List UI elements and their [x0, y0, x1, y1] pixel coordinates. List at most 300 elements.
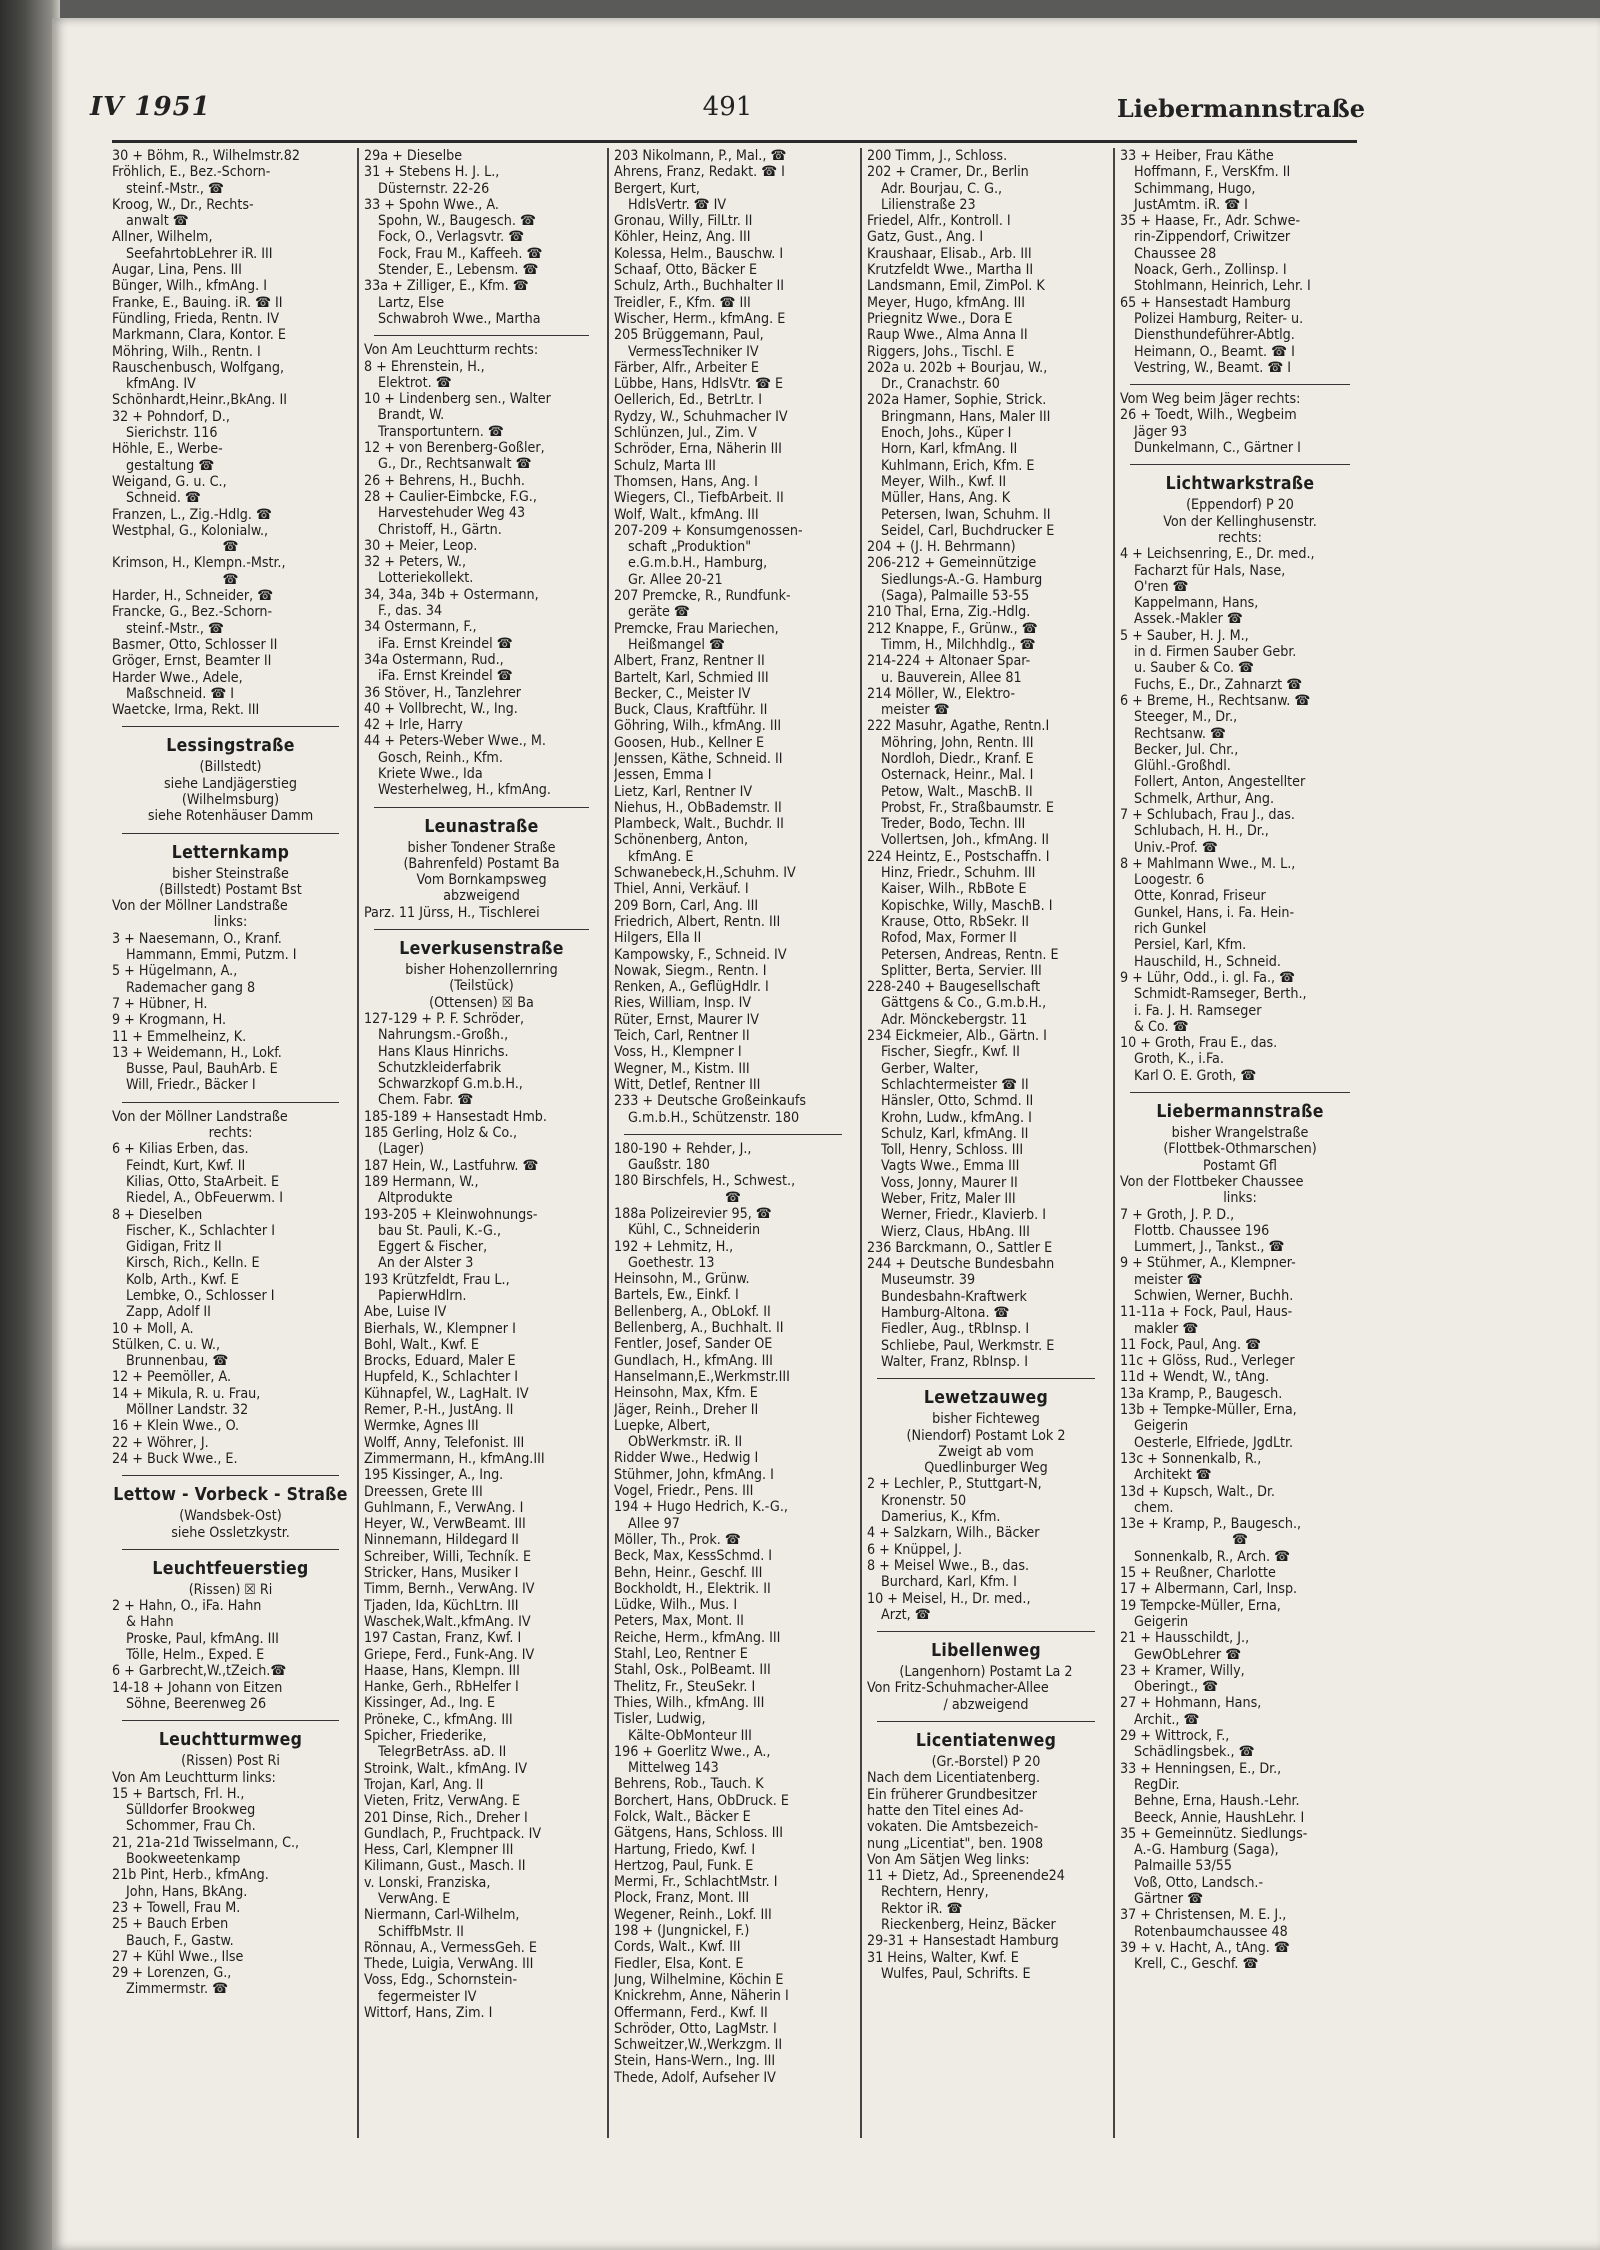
- directory-entry-line: Arzt, ☎: [881, 1606, 931, 1623]
- directory-entry-line: 8 + Meisel Wwe., B., das.: [867, 1557, 1030, 1574]
- directory-entry-line: VermessTechniker IV: [628, 343, 759, 360]
- directory-entry-line: Bringmann, Hans, Maler III: [881, 408, 1051, 425]
- directory-entry-line: Wiegers, Cl., TiefbArbeit. II: [614, 490, 784, 507]
- directory-entry-line: Cords, Walt., Kwf. III: [614, 1939, 741, 1956]
- directory-entry-line: Gröger, Ernst, Beamter II: [112, 653, 272, 670]
- directory-entry-line: Kopischke, Willy, MaschB. I: [881, 897, 1053, 914]
- directory-entry-line: Pröneke, C., kfmAng. III: [364, 1711, 513, 1728]
- directory-entry-line: 40 + Vollbrecht, W., Ing.: [364, 700, 518, 717]
- directory-entry-line: 13e + Kramp, P., Baugesch.,: [1120, 1516, 1302, 1533]
- directory-entry-line: Lilienstraße 23: [881, 196, 976, 213]
- directory-entry-line: links:: [213, 914, 248, 931]
- directory-entry-line: 34, 34a, 34b + Ostermann,: [364, 586, 539, 603]
- directory-entry-line: RegDir.: [1134, 1776, 1180, 1793]
- directory-entry-line: Harvestehuder Weg 43: [378, 505, 526, 522]
- directory-entry-line: Stülken, C. u. W.,: [112, 1336, 220, 1353]
- directory-entry-line: 14-18 + Johann von Eitzen: [112, 1679, 283, 1696]
- directory-entry-line: 228-240 + Baugesellschaft: [867, 979, 1041, 996]
- directory-entry-line: Feindt, Kurt, Kwf. II: [126, 1157, 246, 1174]
- volume-year: IV 1951: [90, 92, 211, 122]
- directory-entry-line: Niermann, Carl-Wilhelm,: [364, 1907, 520, 1924]
- directory-entry-line: Schmelk, Arthur, Ang.: [1134, 790, 1275, 807]
- directory-entry-line: Kolessa, Helm., Bauschw. I: [614, 245, 784, 262]
- directory-entry-line: 193 Krützfeldt, Frau L.,: [364, 1271, 510, 1288]
- directory-entry-line: Zweigt ab vom: [938, 1443, 1034, 1460]
- directory-entry-line: TelegrBetrAss. aD. II: [378, 1744, 507, 1761]
- directory-entry-line: Gr. Allee 20-21: [628, 571, 723, 588]
- directory-entry-line: (Teilstück): [449, 978, 514, 995]
- directory-entry-line: Rechtern, Henry,: [881, 1884, 989, 1901]
- directory-entry-line: 236 Barckmann, O., Sattler E: [867, 1239, 1053, 1256]
- column-1: [112, 148, 349, 2138]
- section-separator: [877, 1370, 1095, 1379]
- directory-entry-line: 13 + Weidemann, H., Lokf.: [112, 1044, 282, 1061]
- directory-entry-line: 6 + Kilias Erben, das.: [112, 1141, 249, 1158]
- directory-entry-line: 65 + Hansestadt Hamburg: [1120, 294, 1291, 311]
- directory-entry-line: Toll, Henry, Schloss. III: [881, 1142, 1024, 1159]
- directory-entry-line: Geigerin: [1134, 1613, 1189, 1630]
- directory-entry-line: Rydzy, W., Schuhmacher IV: [614, 408, 788, 425]
- directory-entry-line: Bohl, Walt., Kwf. E: [364, 1336, 479, 1353]
- directory-entry-line: ☎: [222, 571, 239, 588]
- directory-entry-line: Thies, Wilh., kfmAng. III: [614, 1694, 765, 1711]
- directory-entry-line: Hartung, Friedo, Kwf. I: [614, 1841, 756, 1858]
- directory-entry-line: Sülldorfer Brookweg: [126, 1802, 256, 1819]
- directory-entry-line: Kirsch, Rich., Kelln. E: [126, 1255, 260, 1272]
- directory-entry-line: 234 Eickmeier, Alb., Gärtn. I: [867, 1028, 1047, 1045]
- directory-entry-line: Wierz, Claus, HbAng. III: [881, 1223, 1030, 1240]
- directory-entry-line: Basmer, Otto, Schlosser II: [112, 636, 278, 653]
- directory-entry-line: iFa. Ernst Kreindel ☎: [378, 635, 513, 652]
- directory-entry-line: 185 Gerling, Holz & Co.,: [364, 1125, 518, 1142]
- directory-entry-line: ☎: [222, 539, 239, 556]
- directory-entry-line: Mermi, Fr., SchlachtMstr. I: [614, 1874, 778, 1891]
- street-heading: Lichtwarkstraße: [1165, 474, 1315, 495]
- directory-entry-line: Schneid. ☎: [126, 490, 201, 507]
- directory-entry-line: Rademacher gang 8: [126, 979, 256, 996]
- directory-entry-line: (Niendorf) Postamt Lok 2: [906, 1427, 1066, 1444]
- directory-entry-line: bisher Fichteweg: [932, 1411, 1040, 1428]
- directory-entry-line: Schwarzkopf G.m.b.H.,: [378, 1076, 523, 1093]
- directory-entry-line: 36 Stöver, H., Tanzlehrer: [364, 684, 522, 701]
- directory-entry-line: Fiedler, Aug., tRbInsp. I: [881, 1321, 1030, 1338]
- directory-entry-line: Geigerin: [1134, 1418, 1189, 1435]
- directory-entry-line: Wegner, M., Kistm. III: [614, 1060, 750, 1077]
- directory-entry-line: Bockholdt, H., Elektrik. II: [614, 1580, 771, 1597]
- directory-entry-line: Nordloh, Diedr., Kranf. E: [881, 750, 1034, 767]
- directory-entry-line: Burchard, Karl, Kfm. I: [881, 1574, 1017, 1591]
- directory-entry-line: 35 + Haase, Fr., Adr. Schwe-: [1120, 213, 1301, 230]
- directory-entry-line: Schröder, Otto, LagMstr. I: [614, 2020, 777, 2037]
- directory-entry-line: 198 + (Jungnickel, F.): [614, 1923, 750, 1940]
- directory-entry-line: Jessen, Emma I: [614, 767, 712, 784]
- directory-entry-line: Becker, C., Meister IV: [614, 685, 751, 702]
- directory-entry-line: Wischer, Herm., kfmAng. E: [614, 310, 786, 327]
- directory-entry-line: 42 + Irle, Harry: [364, 717, 463, 734]
- section-separator: [1130, 376, 1350, 385]
- directory-entry-line: Spicher, Friederike,: [364, 1728, 487, 1745]
- directory-entry-line: Siedlungs-A.-G. Hamburg: [881, 571, 1043, 588]
- directory-entry-line: Behrens, Rob., Tauch. K: [614, 1776, 764, 1793]
- directory-entry-line: Ninnemann, Hildegard II: [364, 1532, 519, 1549]
- directory-entry-line: Thiel, Anni, Verkäuf. I: [614, 881, 749, 898]
- directory-entry-line: Otte, Konrad, Friseur: [1134, 888, 1266, 905]
- directory-entry-line: Lotteriekollekt.: [378, 570, 474, 587]
- directory-entry-line: Schulz, Arth., Buchhalter II: [614, 278, 784, 295]
- directory-entry-line: 21 + Hausschildt, J.,: [1120, 1630, 1250, 1647]
- directory-entry-line: Köhler, Heinz, Ang. III: [614, 229, 751, 246]
- directory-entry-line: Schulz, Karl, kfmAng. II: [881, 1125, 1029, 1142]
- directory-entry-line: Teich, Carl, Rentner II: [614, 1028, 750, 1045]
- directory-entry-line: Heinsohn, M., Grünw.: [614, 1271, 750, 1288]
- directory-entry-line: (Saga), Palmaille 53-55: [881, 588, 1030, 605]
- directory-entry-line: Petow, Walt., MaschB. II: [881, 783, 1033, 800]
- directory-entry-line: 10 + Lindenberg sen., Walter: [364, 391, 551, 408]
- directory-entry-line: Heißmangel ☎: [628, 636, 725, 653]
- directory-entry-line: Bauch, F., Gastw.: [126, 1932, 234, 1949]
- directory-entry-line: Flottb. Chaussee 196: [1134, 1222, 1270, 1239]
- directory-entry-line: Spohn, W., Baugesch. ☎: [378, 213, 536, 230]
- directory-entry-line: Luepke, Albert,: [614, 1417, 711, 1434]
- directory-entry-line: 189 Hermann, W.,: [364, 1173, 479, 1190]
- directory-entry-line: e.G.m.b.H., Hamburg,: [628, 555, 768, 572]
- directory-entry-line: Kriete Wwe., Ida: [378, 765, 483, 782]
- directory-entry-line: Waetcke, Irma, Rekt. III: [112, 702, 260, 719]
- street-heading: Leuchtfeuerstieg: [152, 1558, 309, 1579]
- directory-entry-line: Wegener, Reinh., Lokf. III: [614, 1906, 772, 1923]
- directory-entry-line: Harder, H., Schneider, ☎: [112, 588, 274, 605]
- directory-entry-line: Goethestr. 13: [628, 1254, 715, 1271]
- directory-entry-line: Schommer, Frau Ch.: [126, 1818, 256, 1835]
- directory-entry-line: Fock, Frau M., Kaffeeh. ☎: [378, 245, 543, 262]
- directory-entry-line: (Rissen) Post Ri: [181, 1753, 280, 1770]
- directory-entry-line: 34a Ostermann, Rud.,: [364, 651, 504, 668]
- directory-entry-line: Meyer, Wilh., Kwf. II: [881, 473, 1007, 490]
- directory-entry-line: Schutzkleiderfabrik: [378, 1059, 502, 1076]
- directory-entry-line: Hess, Carl, Klempner III: [364, 1842, 514, 1859]
- directory-entry-line: / abzweigend: [943, 1696, 1029, 1713]
- directory-entry-line: Renken, A., GeflügHdlr. I: [614, 979, 769, 996]
- directory-entry-line: Fündling, Frieda, Rentn. IV: [112, 310, 280, 327]
- section-separator: [122, 1094, 339, 1103]
- directory-entry-line: 201 Dinse, Rich., Dreher I: [364, 1809, 528, 1826]
- directory-entry-line: Brandt, W.: [378, 407, 445, 424]
- directory-entry-line: Gundlach, H., kfmAng. III: [614, 1352, 773, 1369]
- directory-entry-line: Chem. Fabr. ☎: [378, 1092, 474, 1109]
- directory-entry-line: in d. Firmen Sauber Gebr.: [1134, 644, 1297, 661]
- directory-entry-line: 196 + Goerlitz Wwe., A.,: [614, 1743, 771, 1760]
- directory-entry-line: Meyer, Hugo, kfmAng. III: [867, 294, 1025, 311]
- directory-entry-line: u. Bauverein, Allee 81: [881, 669, 1022, 686]
- directory-entry-line: Stahl, Leo, Rentner E: [614, 1646, 748, 1663]
- directory-entry-line: 24 + Buck Wwe., E.: [112, 1450, 238, 1467]
- directory-entry-line: Oberingt., ☎: [1134, 1679, 1219, 1696]
- directory-entry-line: 187 Hein, W., Lastfuhrw. ☎: [364, 1157, 539, 1174]
- section-separator: [122, 825, 339, 834]
- directory-entry-line: bisher Tondener Straße: [407, 839, 556, 856]
- directory-entry-line: Gronau, Willy, FilLtr. II: [614, 213, 753, 230]
- directory-entry-line: & Co. ☎: [1134, 1018, 1189, 1035]
- section-separator: [374, 921, 589, 930]
- directory-entry-line: Osternack, Heinr., Mal. I: [881, 767, 1034, 784]
- directory-entry-line: (Langenhorn) Postamt La 2: [899, 1664, 1073, 1681]
- directory-entry-line: Zimmermann, H., kfmAng.III: [364, 1450, 545, 1467]
- directory-entry-line: 233 + Deutsche Großeinkaufs: [614, 1093, 806, 1110]
- directory-entry-line: Busse, Paul, BauhArb. E: [126, 1061, 278, 1078]
- directory-entry-line: 202a Hamer, Sophie, Strick.: [867, 392, 1047, 409]
- directory-entry-line: Voß, Otto, Landsch.-: [1134, 1874, 1264, 1891]
- directory-entry-line: Univ.-Prof. ☎: [1134, 839, 1218, 856]
- directory-entry-line: 32 + Peters, W.,: [364, 554, 467, 571]
- directory-entry-line: SchiffbMstr. II: [378, 1923, 464, 1940]
- directory-entry-line: Westerhelweg, H., kfmAng.: [378, 782, 551, 799]
- directory-entry-line: Hertzog, Paul, Funk. E: [614, 1857, 754, 1874]
- directory-entry-line: 31 + Stebens H. J. L.,: [364, 164, 500, 181]
- directory-entry-line: Hamburg-Altona. ☎: [881, 1305, 1010, 1322]
- directory-entry-line: Tjaden, Ida, KüchLtrn. III: [364, 1597, 519, 1614]
- directory-entry-line: bau St. Pauli, K.-G.,: [378, 1222, 501, 1239]
- directory-entry-line: Kappelmann, Hans,: [1134, 595, 1259, 612]
- directory-entry-line: kfmAng. IV: [126, 376, 196, 393]
- street-heading: Libellenweg: [931, 1641, 1041, 1662]
- directory-entry-line: Von der Flottbeker Chaussee: [1120, 1173, 1304, 1190]
- directory-entry-line: Rönnau, A., VermessGeh. E: [364, 1939, 537, 1956]
- directory-entry-line: Noack, Gerh., Zollinsp. I: [1134, 262, 1287, 279]
- directory-entry-line: Göhring, Wilh., kfmAng. III: [614, 718, 782, 735]
- directory-entry-line: F., das. 34: [378, 603, 443, 620]
- directory-entry-line: Loogestr. 6: [1134, 872, 1205, 889]
- column-3: [614, 148, 852, 2138]
- directory-entry-line: 8 + Ehrenstein, H.,: [364, 358, 485, 375]
- directory-entry-line: 2 + Hahn, O., iFa. Hahn: [112, 1598, 262, 1615]
- directory-entry-line: Altprodukte: [378, 1190, 453, 1207]
- directory-entry-line: 202 + Cramer, Dr., Berlin: [867, 164, 1029, 181]
- directory-entry-line: Krause, Otto, RbSekr. II: [881, 913, 1029, 930]
- directory-entry-line: 39 + v. Hacht, A., tAng. ☎: [1120, 1939, 1290, 1956]
- section-separator: [122, 718, 339, 727]
- street-heading: Leuchtturmweg: [158, 1730, 303, 1751]
- directory-entry-line: Hupfeld, K., Schlachter I: [364, 1369, 519, 1386]
- directory-entry-line: Möhring, John, Rentn. III: [881, 734, 1034, 751]
- section-separator: [877, 1713, 1095, 1722]
- directory-entry-line: vokaten. Die Amtsbezeich-: [867, 1819, 1039, 1836]
- directory-entry-line: (Bahrenfeld) Postamt Ba: [403, 855, 560, 872]
- directory-entry-line: (Flottbek-Othmarschen): [1163, 1141, 1317, 1158]
- directory-entry-line: abzweigend: [443, 888, 520, 905]
- directory-entry-line: Landsmann, Emil, ZimPol. K: [867, 278, 1045, 295]
- directory-entry-line: 185-189 + Hansestadt Hmb.: [364, 1108, 547, 1125]
- street-heading: Letternkamp: [171, 842, 290, 863]
- directory-entry-line: Proske, Paul, kfmAng. III: [126, 1630, 279, 1647]
- directory-entry-line: 19 Tempcke-Müller, Erna,: [1120, 1597, 1281, 1614]
- street-heading: Leunastraße: [424, 816, 539, 837]
- directory-entry-line: A.-G. Hamburg (Saga),: [1134, 1842, 1279, 1859]
- directory-entry-line: Gidigan, Fritz II: [126, 1239, 222, 1256]
- directory-entry-line: Buck, Claus, Kraftführ. II: [614, 702, 768, 719]
- directory-entry-line: Franke, E., Bauing. iR. ☎ II: [112, 294, 283, 311]
- directory-entry-line: Tölle, Helm., Exped. E: [126, 1647, 265, 1664]
- directory-entry-line: Behn, Heinr., Geschf. III: [614, 1564, 763, 1581]
- directory-entry-line: Franzen, L., Zig.-Hdlg. ☎: [112, 506, 272, 523]
- directory-entry-line: Rechtsanw. ☎: [1134, 725, 1226, 742]
- directory-entry-line: Krohn, Ludw., kfmAng. I: [881, 1109, 1032, 1126]
- directory-entry-line: 200 Timm, J., Schloss.: [867, 148, 1008, 164]
- directory-entry-line: Adr. Mönckebergstr. 11: [881, 1011, 1028, 1028]
- directory-entry-line: HdlsVertr. ☎ IV: [628, 196, 727, 213]
- directory-entry-line: 23 + Towell, Frau M.: [112, 1899, 241, 1916]
- directory-entry-line: 10 + Meisel, H., Dr. med.,: [867, 1590, 1031, 1607]
- directory-entry-line: 23 + Kramer, Willy,: [1120, 1662, 1245, 1679]
- directory-entry-line: Treder, Bodo, Techn. III: [881, 816, 1026, 833]
- directory-entry-line: Allner, Wilhelm,: [112, 229, 213, 246]
- directory-entry-line: Von der Kellinghusenstr.: [1163, 513, 1317, 530]
- directory-entry-line: 13c + Sonnenkalb, R.,: [1120, 1450, 1262, 1467]
- directory-entry-line: Trojan, Karl, Ang. II: [364, 1776, 484, 1793]
- directory-entry-line: 35 + Gemeinnütz. Siedlungs-: [1120, 1825, 1308, 1842]
- directory-entry-line: Von der Möllner Landstraße: [112, 1108, 288, 1125]
- directory-entry-line: Werner, Friedr., Klavierb. I: [881, 1207, 1047, 1224]
- directory-entry-line: Becker, Jul. Chr.,: [1134, 741, 1239, 758]
- directory-entry-line: Jenssen, Käthe, Schneid. II: [614, 750, 783, 767]
- directory-entry-line: Färber, Alfr., Arbeiter E: [614, 359, 759, 376]
- column-divider: [607, 148, 609, 2138]
- directory-entry-line: 11d + Wendt, W., tAng.: [1120, 1369, 1270, 1386]
- directory-entry-line: Kroog, W., Dr., Rechts-: [112, 196, 254, 213]
- directory-entry-line: Griepe, Ferd., Funk-Ang. IV: [364, 1646, 535, 1663]
- directory-entry-line: Nowak, Siegm., Rentn. I: [614, 962, 767, 979]
- section-separator: [624, 1126, 842, 1135]
- directory-entry-line: G., Dr., Rechtsanwalt ☎: [378, 456, 532, 473]
- directory-entry-line: Petersen, Iwan, Schuhm. II: [881, 506, 1051, 523]
- directory-entry-line: hatte den Titel eines Ad-: [867, 1802, 1024, 1819]
- directory-entry-line: nung „Licentiat", ben. 1908: [867, 1835, 1044, 1852]
- directory-entry-line: Voss, H., Klempner I: [614, 1044, 742, 1061]
- directory-entry-line: 207-209 + Konsumgenossen-: [614, 522, 803, 539]
- directory-entry-line: Weber, Fritz, Maler III: [881, 1191, 1016, 1207]
- directory-entry-line: Markmann, Clara, Kontor. E: [112, 327, 286, 344]
- directory-entry-line: 11-11a + Fock, Paul, Haus-: [1120, 1304, 1293, 1321]
- directory-entry-line: (Eppendorf) P 20: [1186, 497, 1294, 514]
- directory-entry-line: Oellerich, Ed., BetrLtr. I: [614, 392, 762, 409]
- directory-entry-line: Wittorf, Hans, Zim. I: [364, 2005, 493, 2022]
- directory-entry-line: Hilgers, Ella II: [614, 930, 702, 947]
- directory-entry-line: Höhle, E., Werbe-: [112, 441, 223, 458]
- directory-entry-line: Francke, G., Bez.-Schorn-: [112, 604, 273, 621]
- directory-entry-line: Allee 97: [628, 1515, 680, 1532]
- directory-entry-line: Schaaf, Otto, Bäcker E: [614, 262, 758, 279]
- directory-entry-line: 29a + Dieselbe: [364, 148, 463, 164]
- directory-entry-line: John, Hans, BkAng.: [126, 1883, 248, 1900]
- directory-entry-line: Treidler, F., Kfm. ☎ III: [614, 294, 751, 311]
- directory-entry-line: Walter, Franz, RbInsp. I: [881, 1353, 1029, 1370]
- directory-entry-line: Stroink, Walt., kfmAng. IV: [364, 1760, 528, 1777]
- directory-entry-line: Karl O. E. Groth, ☎: [1134, 1067, 1257, 1084]
- directory-entry-line: 212 Knappe, F., Grünw., ☎: [867, 620, 1038, 637]
- directory-entry-line: Ridder Wwe., Hedwig I: [614, 1450, 759, 1467]
- column-divider: [1113, 148, 1115, 2138]
- directory-entry-line: Lembke, O., Schlosser I: [126, 1288, 275, 1304]
- directory-entry-line: rechts:: [208, 1125, 253, 1142]
- directory-entry-line: PapierwHdlrn.: [378, 1288, 467, 1304]
- directory-entry-line: 2 + Lechler, P., Stuttgart-N,: [867, 1476, 1042, 1493]
- directory-entry-line: Zapp, Adolf II: [126, 1304, 211, 1321]
- directory-entry-line: Brocks, Eduard, Maler E: [364, 1353, 516, 1370]
- directory-entry-line: Schönhardt,Heinr.,BkAng. II: [112, 392, 288, 409]
- directory-entry-line: Seidel, Carl, Buchdrucker E: [881, 522, 1055, 539]
- section-separator: [122, 1467, 339, 1476]
- directory-entry-line: 210 Thal, Erna, Zig.-Hdlg.: [867, 604, 1031, 621]
- directory-entry-line: Probst, Fr., Straßbaumstr. E: [881, 799, 1054, 816]
- directory-entry-line: 209 Born, Carl, Ang. III: [614, 897, 759, 914]
- directory-entry-line: 9 + Krogmann, H.: [112, 1012, 227, 1029]
- directory-entry-line: Enoch, Johs., Küper I: [881, 425, 1012, 442]
- directory-entry-line: Ries, William, Insp. IV: [614, 995, 752, 1012]
- directory-entry-line: Thede, Luigia, VerwAng. III: [364, 1956, 534, 1973]
- directory-entry-line: 224 Heintz, E., Postschaffn. I: [867, 848, 1050, 865]
- directory-entry-line: JustAmtm. iR. ☎ I: [1134, 196, 1248, 213]
- directory-entry-line: 127-129 + P. F. Schröder,: [364, 1010, 525, 1027]
- directory-entry-line: Postamt Gfl: [1203, 1157, 1277, 1174]
- directory-entry-line: Friedel, Alfr., Kontroll. I: [867, 213, 1011, 230]
- directory-entry-line: Rotenbaumchaussee 48: [1134, 1923, 1288, 1940]
- directory-entry-line: Möhring, Wilh., Rentn. I: [112, 343, 261, 360]
- directory-entry-line: Kilias, Otto, StaArbeit. E: [126, 1173, 280, 1190]
- section-separator: [877, 1623, 1095, 1632]
- directory-entry-line: Guhlmann, F., VerwAng. I: [364, 1499, 524, 1516]
- directory-entry-line: Sonnenkalb, R., Arch. ☎: [1134, 1548, 1291, 1565]
- directory-entry-line: steinf.-Mstr., ☎: [126, 180, 224, 197]
- directory-entry-line: 11c + Glöss, Rud., Verleger: [1120, 1353, 1295, 1370]
- directory-entry-line: Schönenberg, Anton,: [614, 832, 748, 849]
- directory-entry-line: Goosen, Hub., Kellner E: [614, 734, 765, 751]
- directory-entry-line: Museumstr. 39: [881, 1272, 976, 1289]
- directory-entry-line: 11 + Dietz, Ad., Spreenende24: [867, 1868, 1065, 1885]
- directory-entry-line: meister ☎: [881, 702, 950, 719]
- directory-entry-line: Schimmang, Hugo,: [1134, 180, 1256, 197]
- directory-entry-line: 12 + Peemöller, A.: [112, 1369, 232, 1386]
- directory-entry-line: rechts:: [1218, 529, 1262, 546]
- directory-entry-line: Wolff, Anny, Telefonist. III: [364, 1434, 525, 1451]
- directory-entry-line: Gättgens & Co., G.m.b.H.,: [881, 995, 1047, 1012]
- directory-entry-line: (Rissen) ☒ Ri: [188, 1581, 273, 1598]
- directory-entry-line: Thelitz, Fr., SteuSekr. I: [614, 1678, 756, 1695]
- directory-entry-line: 193-205 + Kleinwohnungs-: [364, 1206, 538, 1223]
- directory-entry-line: Heyer, W., VerwBeamt. III: [364, 1516, 526, 1533]
- directory-entry-line: Gätgens, Hans, Schloss. III: [614, 1825, 784, 1842]
- directory-entry-line: Fiedler, Elsa, Kont. E: [614, 1955, 744, 1972]
- column-divider: [860, 148, 862, 2138]
- street-heading: Liebermannstraße: [1156, 1102, 1324, 1123]
- street-heading: Lessingstraße: [166, 736, 295, 757]
- directory-entry-line: Chaussee 28: [1134, 245, 1217, 262]
- directory-entry-line: Lartz, Else: [378, 294, 445, 311]
- directory-entry-line: Vom Bornkampsweg: [416, 872, 547, 889]
- directory-entry-line: 14 + Mikula, R. u. Frau,: [112, 1385, 261, 1402]
- directory-entry-line: Schlachtermeister ☎ II: [881, 1076, 1029, 1093]
- directory-entry-line: Dreessen, Grete III: [364, 1483, 483, 1500]
- directory-entry-line: 203 Nikolmann, P., Mal., ☎: [614, 148, 787, 164]
- directory-entry-line: Stahl, Osk., PolBeamt. III: [614, 1662, 771, 1679]
- directory-entry-line: Krell, C., Geschf. ☎: [1134, 1956, 1259, 1973]
- directory-entry-line: 13a Kramp, P., Baugesch.: [1120, 1385, 1283, 1402]
- directory-entry-line: Jung, Wilhelmine, Köchin E: [614, 1971, 784, 1988]
- directory-entry-line: bisher Steinstraße: [172, 865, 289, 882]
- directory-entry-line: 25 + Bauch Erben: [112, 1916, 229, 1933]
- directory-entry-line: Steeger, M., Dr.,: [1134, 709, 1238, 726]
- directory-entry-line: siehe Ossletzkystr.: [171, 1524, 290, 1541]
- directory-entry-line: Weigand, G. u. C.,: [112, 473, 227, 490]
- directory-entry-line: 11 + Emmelheinz, K.: [112, 1028, 247, 1045]
